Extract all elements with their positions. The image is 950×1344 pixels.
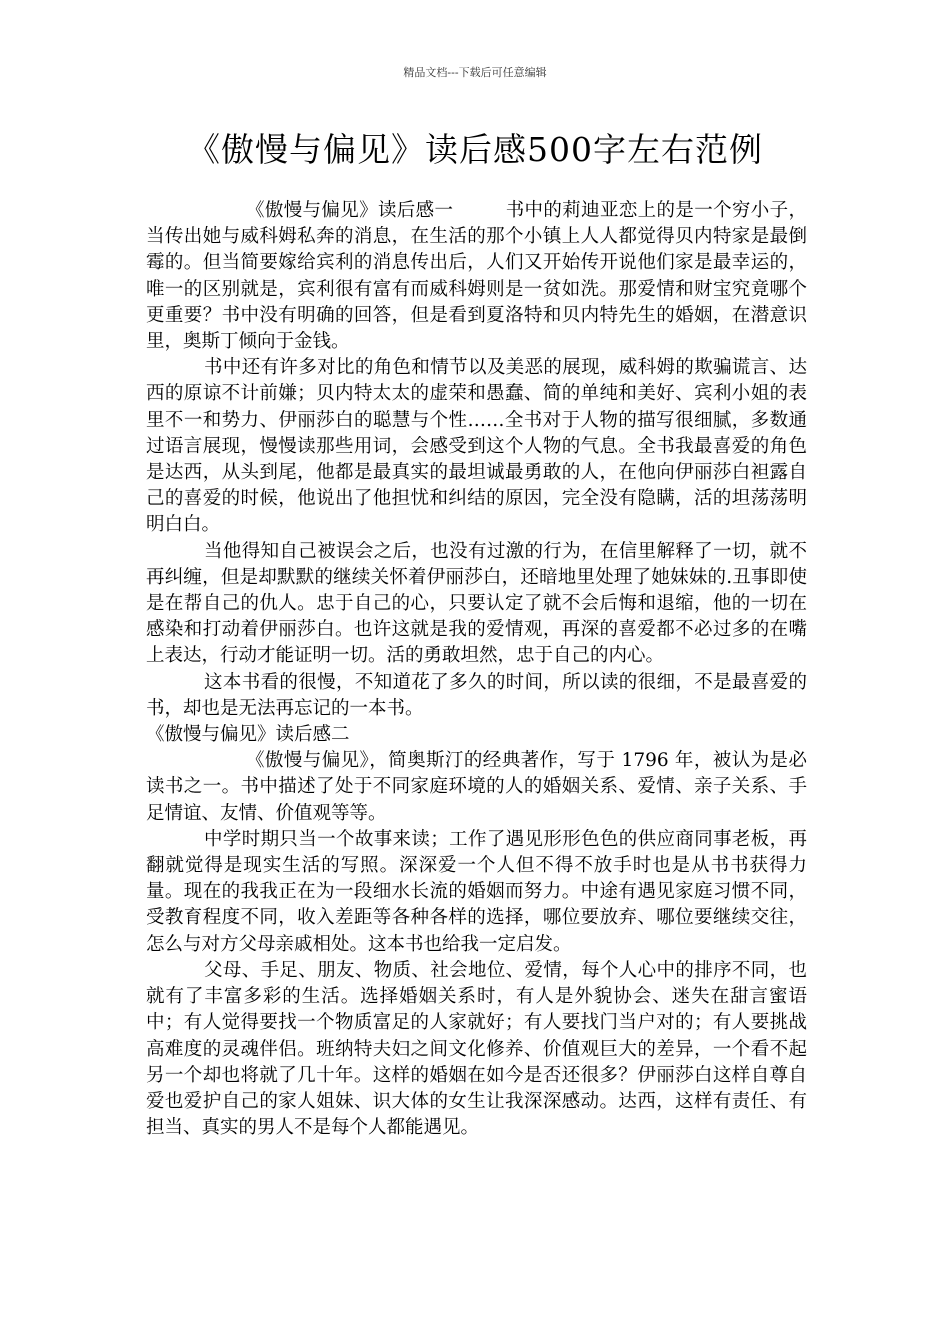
essay-two-paragraph-1: 《傲慢与偏见》，简奥斯汀的经典著作，写于 1796 年，被认为是必读书之一。书中描述了处于不同家庭环境的人的婚姻关系、爱情、亲子关系、手足情谊、友情、价值观等等。 — [146, 750, 807, 824]
essay-two-paragraph-2: 中学时期只当一个故事来读；工作了遇见形形色色的供应商同事老板，再翻就觉得是现实生活的写照。深深爱一个人但不得不放手时也是从书书获得力量。现在的我我正在为一段细水长流的婚姻而努力。中途有遇见家庭习惯不同，受教育程度不同，收入差距等各种各样的选择，哪位要放弃、哪位要继续交往，怎么与对方父母亲戚相处。这本书也给我一定启发。 — [146, 828, 807, 955]
essay-one-paragraph-4: 这本书看的很慢，不知道花了多久的时间，所以读的很细，不是最喜爱的书，却也是无法再忘记的一本书。 — [146, 671, 807, 719]
document-title: 《傲慢与偏见》读后感500字左右范例 — [187, 130, 763, 169]
page-header: 精品文档---下载后可任意编辑 — [403, 66, 547, 79]
essay-one-heading: 《傲慢与偏见》读后感一 — [246, 200, 454, 221]
essay-one-opening-paragraph — [146, 198, 807, 355]
essay-two-heading: 《傲慢与偏见》读后感二 — [146, 724, 350, 746]
essay-two-paragraph-3: 父母、手足、朋友、物质、社会地位、爱情，每个人心中的排序不同，也就有了丰富多彩的生活。选择婚姻关系时，有人是外貌协会、迷失在甜言蜜语中；有人觉得要找一个物质富足的人家就好；有人要找门当户对的；有人要挑战高难度的灵魂伴侣。班纳特夫妇之间文化修养、价值观巨大的差异，一个看不起另一个却也将就了几十年。这样的婚姻在如今是否还很多？伊丽莎白这样自尊自爱也爱护自己的家人姐妹、识大体的女生让我深深感动。达西，这样有责任、有担当、真实的男人不是每个人都能遇见。 — [146, 959, 807, 1139]
essay-one-paragraph-1: 书中的莉迪亚恋上的是一个穷小子，当传出她与威科姆私奔的消息，在生活的那个小镇上人人都觉得贝内特家是最倒霉的。但当简要嫁给宾利的消息传出后，人们又开始传开说他们家是最幸运的，唯一的区别就是，宾利很有富有而威科姆则是一贫如洗。那爱情和财宝究竟哪个更重要？书中没有明确的回答，但是看到夏洛特和贝内特先生的婚姻，在潜意识里，奥斯丁倾向于金钱。 — [146, 200, 807, 353]
essay-one-paragraph-3: 当他得知自己被误会之后，也没有过激的行为，在信里解释了一切，就不再纠缠，但是却默默的继续关怀着伊丽莎白，还暗地里处理了她妹妹的.丑事即使是在帮自己的仇人。忠于自己的心，只要认定了就不会后悔和退缩，他的一切在感染和打动着伊丽莎白。也许这就是我的爱情观，再深的喜爱都不必过多的在嘴上表达，行动才能证明一切。活的勇敢坦然，忠于自己的内心。 — [146, 540, 807, 667]
document-body — [146, 198, 807, 1141]
essay-one-paragraph-2: 书中还有许多对比的角色和情节以及美恶的展现，威科姆的欺骗谎言、达西的原谅不计前嫌；贝内特太太的虚荣和愚蠢、简的单纯和美好、宾利小姐的表里不一和势力、伊丽莎白的聪慧与个性……全书对于人物的描写很细腻，多数通过语言展现，慢慢读那些用词，会感受到这个人物的气息。全书我最喜爱的角色是达西，从头到尾，他都是最真实的最坦诚最勇敢的人，在他向伊丽莎白袒露自己的喜爱的时候，他说出了他担忧和纠结的原因，完全没有隐瞒，活的坦荡荡明明白白。 — [146, 357, 807, 536]
